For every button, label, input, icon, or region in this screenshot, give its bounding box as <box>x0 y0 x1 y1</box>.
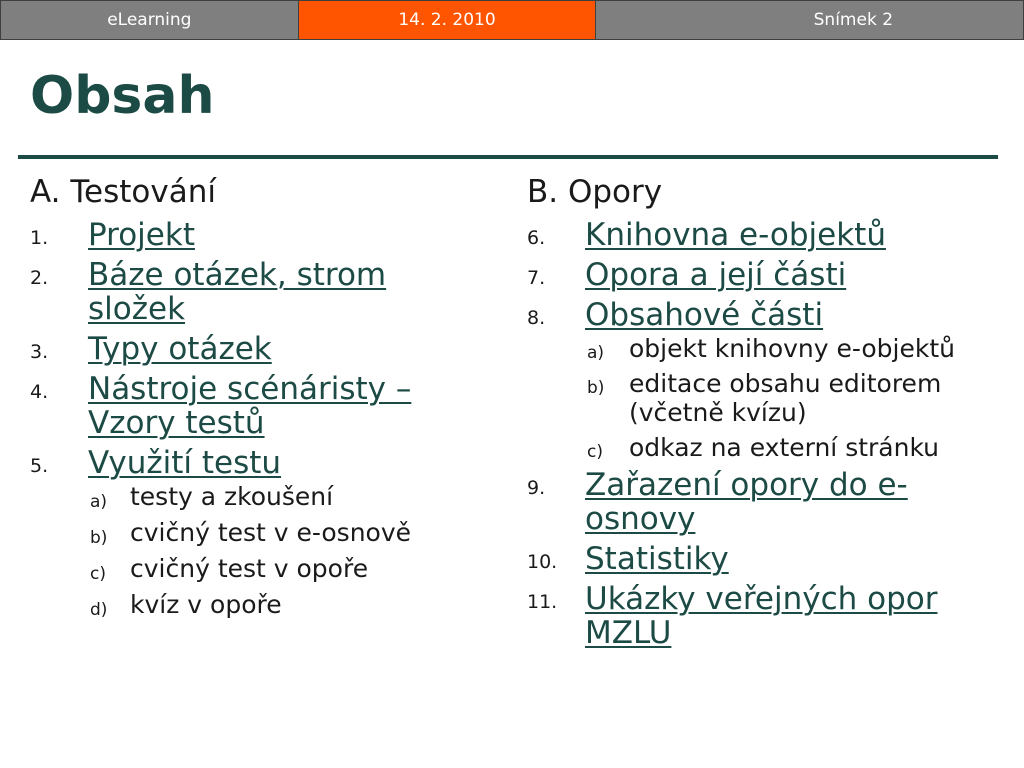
sublist-text: kvíz v opoře <box>130 590 282 619</box>
sublist-letter: b) <box>587 378 605 398</box>
list-number: 7. <box>527 267 546 289</box>
link-opora-a-jeji-casti[interactable]: Opora a její části <box>585 257 847 293</box>
sublist-item <box>30 554 480 584</box>
sublist-item <box>527 334 1007 363</box>
header-date: 14. 2. 2010 <box>299 0 596 40</box>
sublist-item <box>30 590 480 620</box>
list-item <box>527 298 1007 462</box>
link-zarazeni-opory[interactable]: Zařazení opory do e-osnovy <box>585 467 908 537</box>
left-column <box>30 172 480 626</box>
list-number: 2. <box>30 267 49 289</box>
right-column <box>527 172 1007 656</box>
section-heading-opory: B. Opory <box>527 174 663 210</box>
sublist-item <box>527 433 1007 462</box>
usage-sublist <box>30 482 480 620</box>
list-item <box>527 468 1007 536</box>
list-number: 3. <box>30 341 49 363</box>
list-item <box>30 258 480 326</box>
list-item <box>527 258 1007 292</box>
list-number: 1. <box>30 227 49 249</box>
list-number: 5. <box>30 455 49 477</box>
sublist-item <box>30 518 480 548</box>
header-bar <box>0 0 1024 40</box>
sublist-letter: a) <box>90 492 108 512</box>
sublist-text: objekt knihovny e-objektů <box>629 334 955 363</box>
page-title: Obsah <box>30 66 215 126</box>
sublist-item <box>527 369 1007 427</box>
link-projekt[interactable]: Projekt <box>88 217 195 253</box>
section-heading-testing: A. Testování <box>30 174 216 210</box>
list-number: 4. <box>30 381 49 403</box>
link-knihovna-e-objektu[interactable]: Knihovna e-objektů <box>585 217 886 253</box>
testing-list <box>30 218 480 620</box>
sublist-item <box>30 482 480 512</box>
sublist-letter: a) <box>587 343 605 363</box>
sublist-text: cvičný test v e-osnově <box>130 518 412 547</box>
link-obsahove-casti[interactable]: Obsahové části <box>585 297 824 333</box>
list-item <box>527 542 1007 576</box>
list-item <box>527 218 1007 252</box>
link-baze-otazek[interactable]: Báze otázek, strom složek <box>88 257 387 327</box>
list-item <box>30 446 480 620</box>
opory-list <box>527 218 1007 650</box>
link-typy-otazek[interactable]: Typy otázek <box>88 331 272 367</box>
sublist-letter: c) <box>90 564 106 584</box>
list-number: 8. <box>527 307 546 329</box>
list-number: 11. <box>527 591 558 613</box>
sublist-letter: d) <box>90 600 108 620</box>
link-statistiky[interactable]: Statistiky <box>585 541 729 577</box>
sublist-text: editace obsahu editorem (včetně kvízu) <box>629 369 942 427</box>
list-item <box>30 372 480 440</box>
link-ukazky-verejnych-opor[interactable]: Ukázky veřejných opor MZLU <box>585 581 938 651</box>
link-nastroje-scenaristy[interactable]: Nástroje scénáristy – Vzory testů <box>88 371 412 441</box>
sublist-text: odkaz na externí stránku <box>629 433 940 462</box>
list-number: 9. <box>527 477 546 499</box>
list-item <box>30 218 480 252</box>
list-item <box>527 582 1007 650</box>
content-parts-sublist <box>527 334 1007 462</box>
sublist-text: testy a zkoušení <box>130 482 334 511</box>
title-divider <box>18 155 998 159</box>
sublist-letter: b) <box>90 528 108 548</box>
list-number: 6. <box>527 227 546 249</box>
list-item <box>30 332 480 366</box>
sublist-text: cvičný test v opoře <box>130 554 369 583</box>
header-slide-number: Snímek 2 <box>595 0 1024 40</box>
sublist-letter: c) <box>587 442 603 462</box>
link-vyuziti-testu[interactable]: Využití testu <box>88 445 282 481</box>
header-course: eLearning <box>0 0 299 40</box>
list-number: 10. <box>527 551 558 573</box>
